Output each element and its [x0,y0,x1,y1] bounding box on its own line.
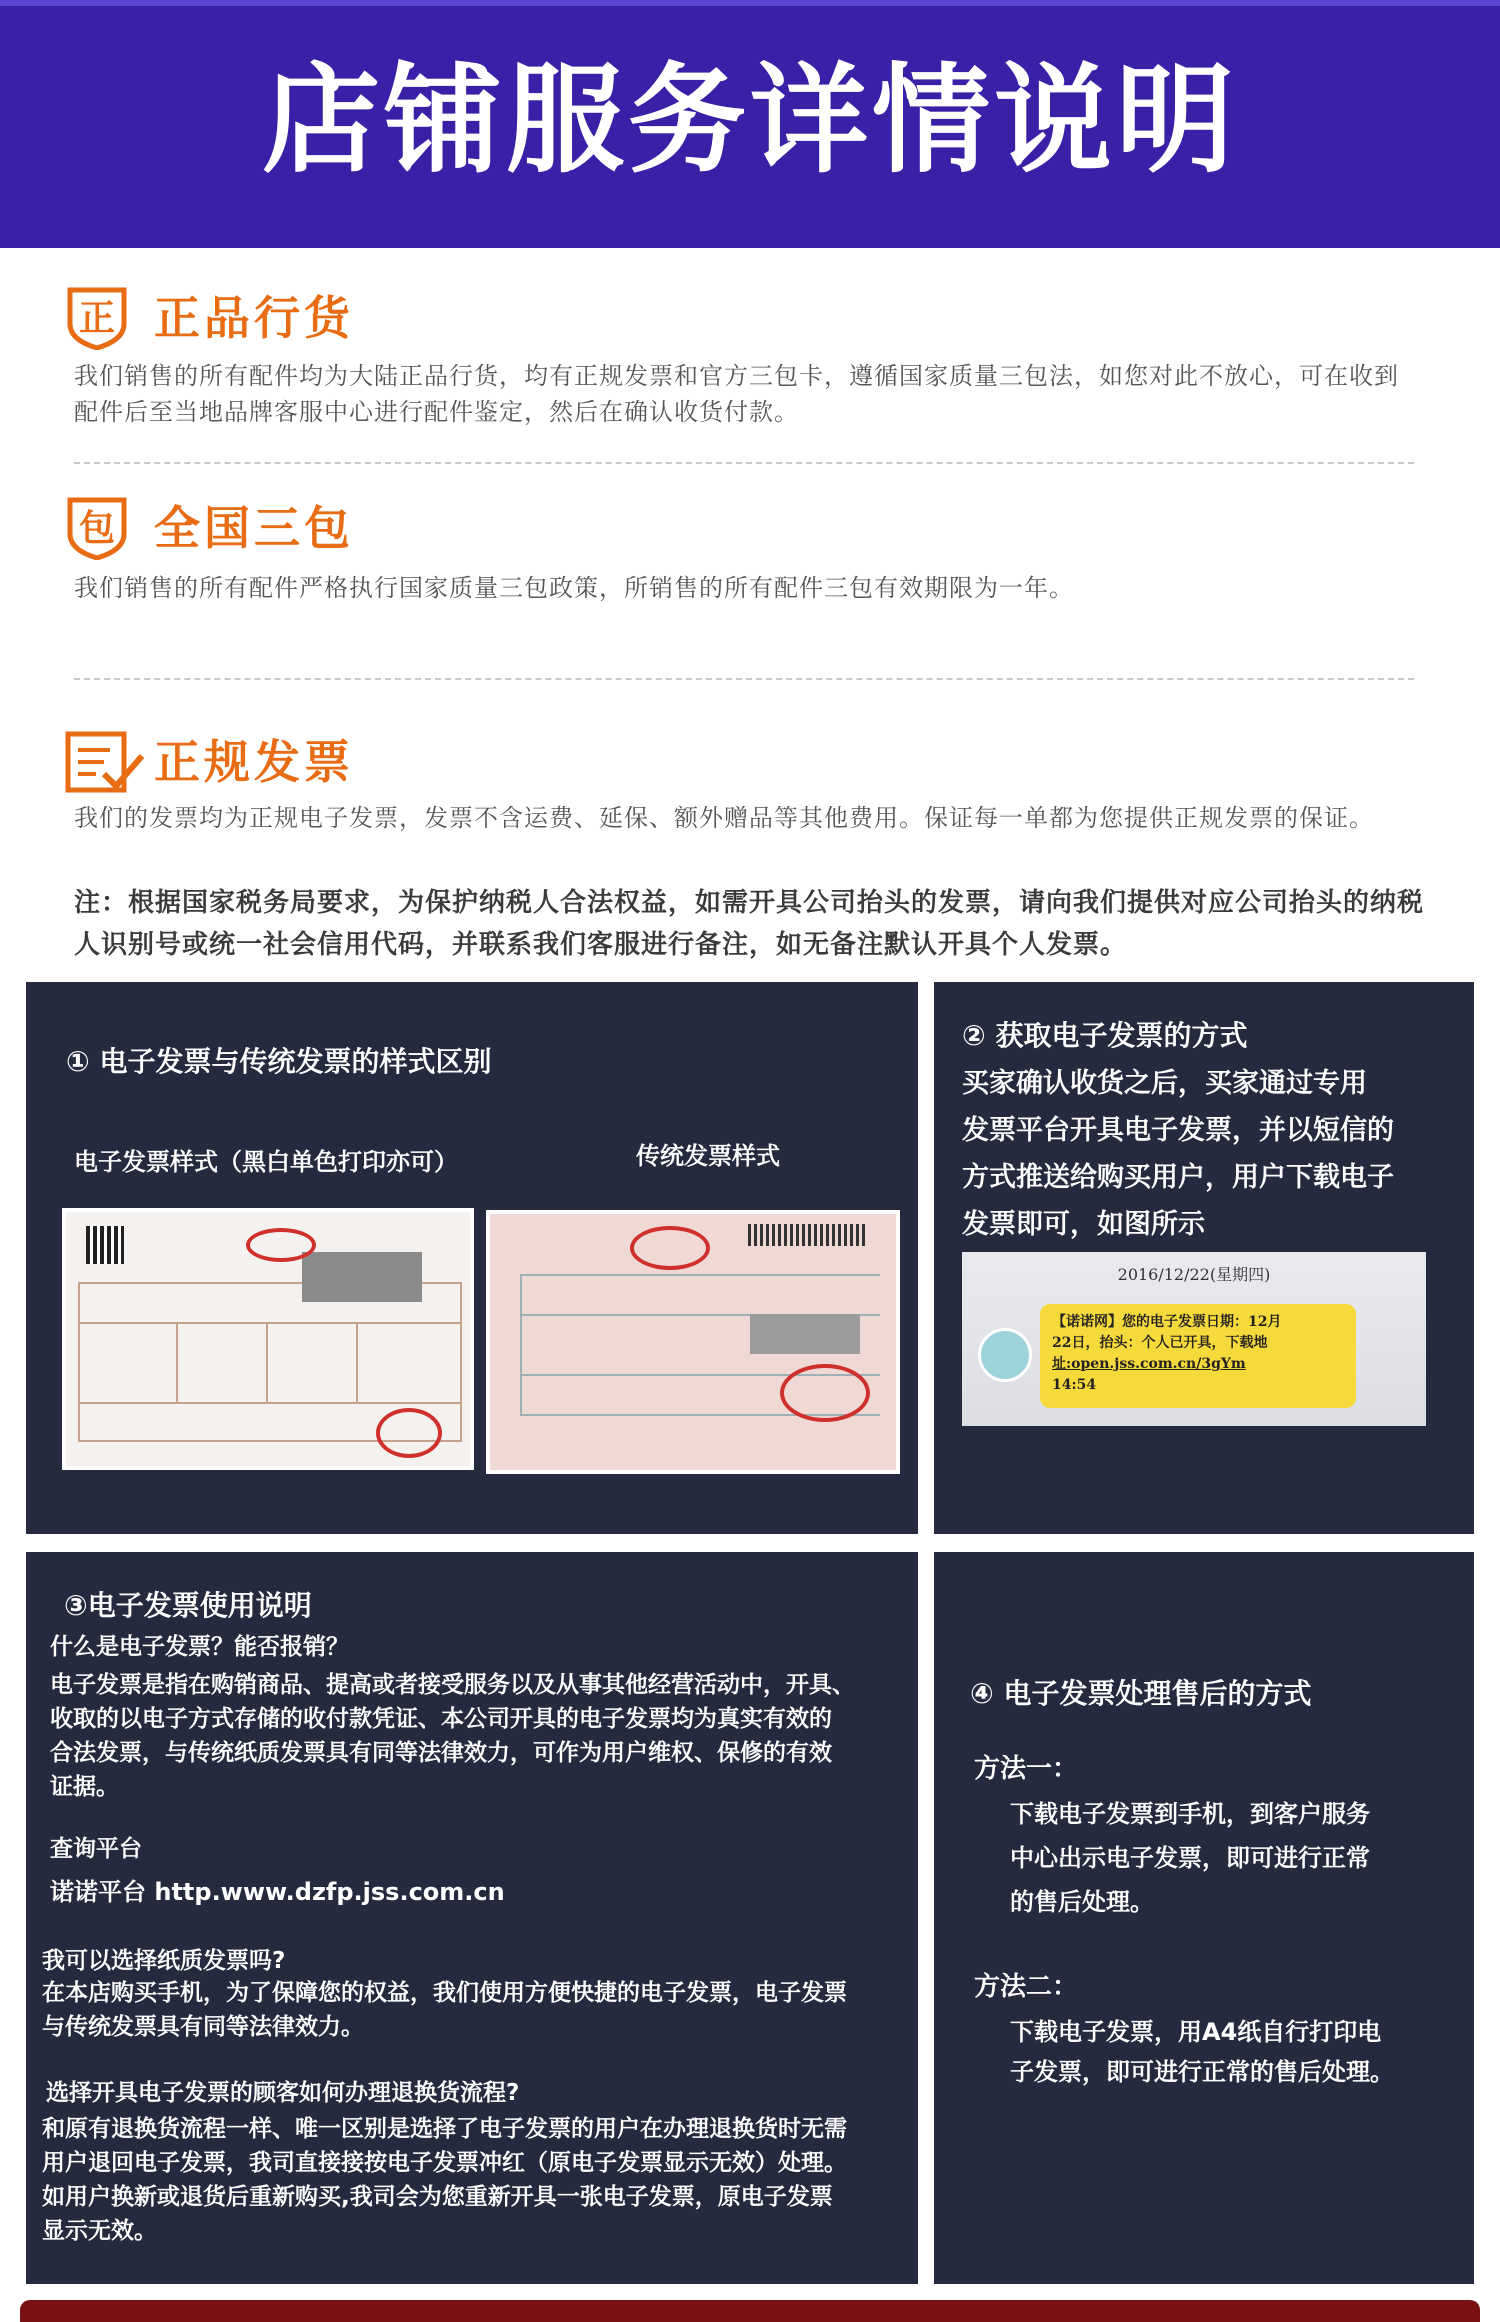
section-title-warranty: 全国三包 [154,501,354,555]
sms-message: 【诺诺网】您的电子发票日期：12月 22日，抬头：个人已开具，下载地 址:open.jss.com.cn/3gYm 14:54 [1040,1304,1356,1408]
faq-answer-return: 和原有退换货流程一样、唯一区别是选择了电子发票的用户在办理退换货时无需 用户退回电子发票，我司直接接按电子发票冲红（原电子发票显示无效）处理。 如用户换新或退货后重新购买,我司会为您重新开具一张电子发票，原电子发票 显示无效。 [42,2116,847,2244]
panel1-title: ① 电子发票与传统发票的样式区别 [66,1045,492,1078]
panel2-title: ② 获取电子发票的方式 [962,1019,1248,1052]
invoice-note: 注：根据国家税务局要求，为保护纳税人合法权益，如需开具公司抬头的发票，请向我们提供对应公司抬头的纳税人识别号或统一社会信用代码，并联系我们客服进行备注，如无备注默认开具个人发票。 [74,888,1425,960]
faq-answer-paper: 在本店购买手机，为了保障您的权益，我们使用方便快捷的电子发票，电子发票 与传统发票具有同等法律效力。 [42,1980,847,2040]
e-invoice-image [62,1208,474,1470]
paper-invoice-label: 传统发票样式 [636,1142,780,1170]
sms-screenshot [962,1252,1426,1426]
divider [74,678,1414,680]
faq-question-return: 选择开具电子发票的顾客如何办理退换货流程? [46,2080,520,2106]
query-platform-label: 查询平台 [50,1836,142,1862]
invoice-check-icon [64,730,148,794]
faq-question-reimburse: 什么是电子发票？能否报销？ [50,1634,349,1660]
section-text-genuine: 我们销售的所有配件均为大陆正品行货，均有正规发票和官方三包卡，遵循国家质量三包法，如您对此不放心，可在收到配件后至当地品牌客服中心进行配件鉴定，然后在确认收货付款。 [74,362,1399,426]
genuine-badge-char: 正 [78,298,115,339]
section-text-invoice: 我们的发票均为正规电子发票，发票不含运费、延保、额外赠品等其他费用。保证每一单都为您提供正规发票的保证。 [74,804,1374,832]
method-one-text: 下载电子发票到手机，到客户服务 中心出示电子发票，即可进行正常 的售后处理。 [1010,1800,1370,1916]
section-title-invoice: 正规发票 [154,735,354,789]
sms-date: 2016/12/22(星期四) [1117,1265,1271,1284]
avatar [978,1328,1032,1382]
page-title: 店铺服务详情说明 [261,51,1238,189]
method-one-label: 方法一： [974,1754,1079,1784]
e-invoice-label: 电子发票样式（黑白单色打印亦可） [74,1148,458,1176]
method-two-text: 下载电子发票，用A4纸自行打印电 子发票，即可进行正常的售后处理。 [1010,2018,1394,2086]
divider [74,462,1414,464]
method-two-label: 方法二： [974,1972,1079,2002]
faq-question-paper: 我可以选择纸质发票吗? [42,1948,286,1974]
panel2-body: 买家确认收货之后，买家通过专用 发票平台开具电子发票，并以短信的 方式推送给购买用户，用户下载电子 发票即可，如图所示 [962,1068,1394,1240]
faq-answer-reimburse: 电子发票是指在购销商品、提高或者接受服务以及从事其他经营活动中，开具、 收取的以电子方式存储的收付款凭证、本公司开具的电子发票均为真实有效的 合法发票，与传统纸质发票具有同等法律效力，可作为用户维权、保修的有效 证据。 [50,1672,855,1800]
panel3-title: ③电子发票使用说明 [64,1589,312,1622]
query-platform-url: 诺诺平台 http.www.dzfp.jss.com.cn [50,1878,505,1906]
section-title-genuine: 正品行货 [154,291,354,345]
panel4-title: ④ 电子发票处理售后的方式 [970,1677,1312,1710]
warranty-badge-char: 包 [78,508,115,549]
paper-invoice-image [486,1210,900,1474]
section-text-warranty: 我们销售的所有配件严格执行国家质量三包政策，所销售的所有配件三包有效期限为一年。 [74,574,1074,602]
footer-bar [20,2300,1480,2322]
